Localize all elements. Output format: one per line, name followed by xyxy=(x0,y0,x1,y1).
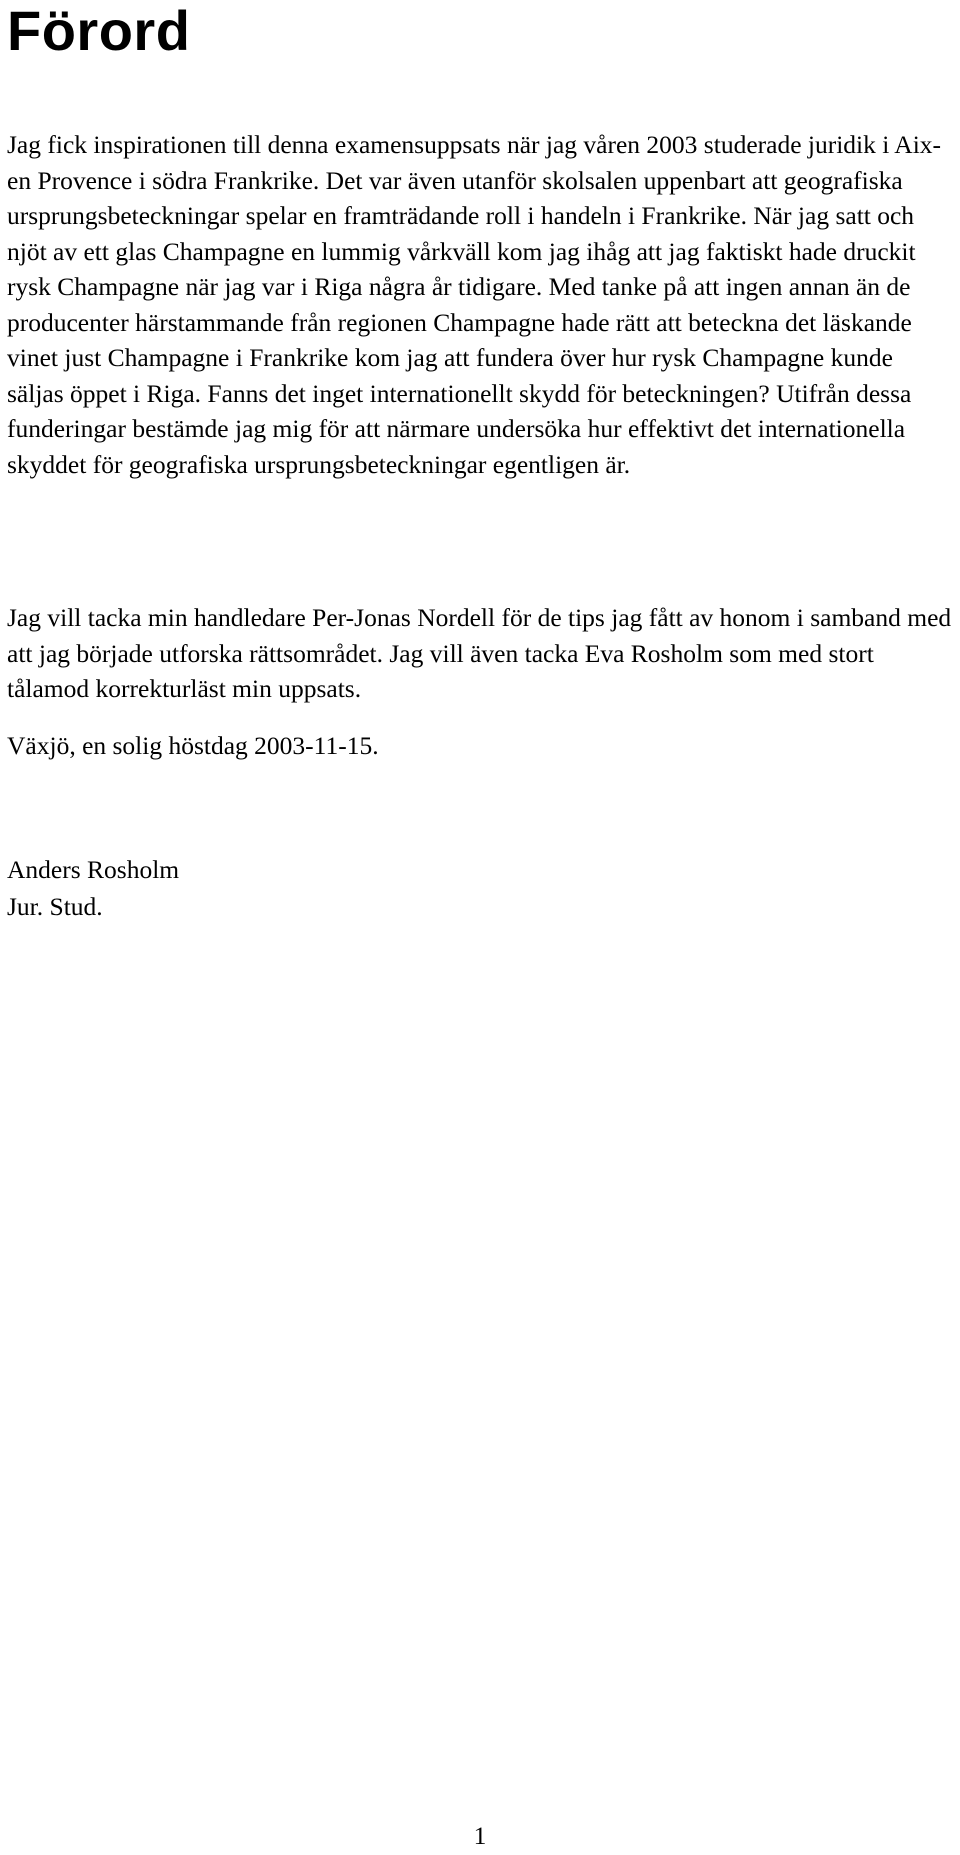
paragraph-inspiration: Jag fick inspirationen till denna examensuppsats när jag våren 2003 studerade juridik i Aix-en Provence i södra Frankrike. Det var även utanför skolsalen uppenbart att geografiska ursprungsbeteckningar spelar en framträdande roll i handeln i Frankrike. När jag satt och njöt av ett glas Champagne en lummig vårkväll kom jag ihåg att jag faktiskt hade druckit rysk Champagne när jag var i Riga några år tidigare. Med tanke på att ingen annan än de producenter härstammande från regionen Champagne hade rätt att beteckna det läskande vinet just Champagne i Frankrike kom jag att fundera över hur rysk Champagne kunde säljas öppet i Riga. Fanns det inget internationellt skydd för beteckningen? Utifrån dessa funderingar bestämde jag mig för att närmare undersöka hur effektivt det internationella skyddet för geografiska ursprungsbeteckningar egentligen är. xyxy=(7,130,942,479)
place-date-line: Växjö, en solig höstdag 2003-11-15. xyxy=(7,731,379,760)
page-title: Förord xyxy=(7,0,191,62)
signature-title: Jur. Stud. xyxy=(7,892,103,921)
page-number: 1 xyxy=(473,1821,487,1850)
signature-name: Anders Rosholm xyxy=(7,855,180,884)
paragraph-acknowledgements: Jag vill tacka min handledare Per-Jonas Nordell för de tips jag fått av honom i samband med att jag började utforska rättsområdet. Jag vill även tacka Eva Rosholm som med stort tålamod korrekturläst min uppsats. xyxy=(7,603,952,703)
